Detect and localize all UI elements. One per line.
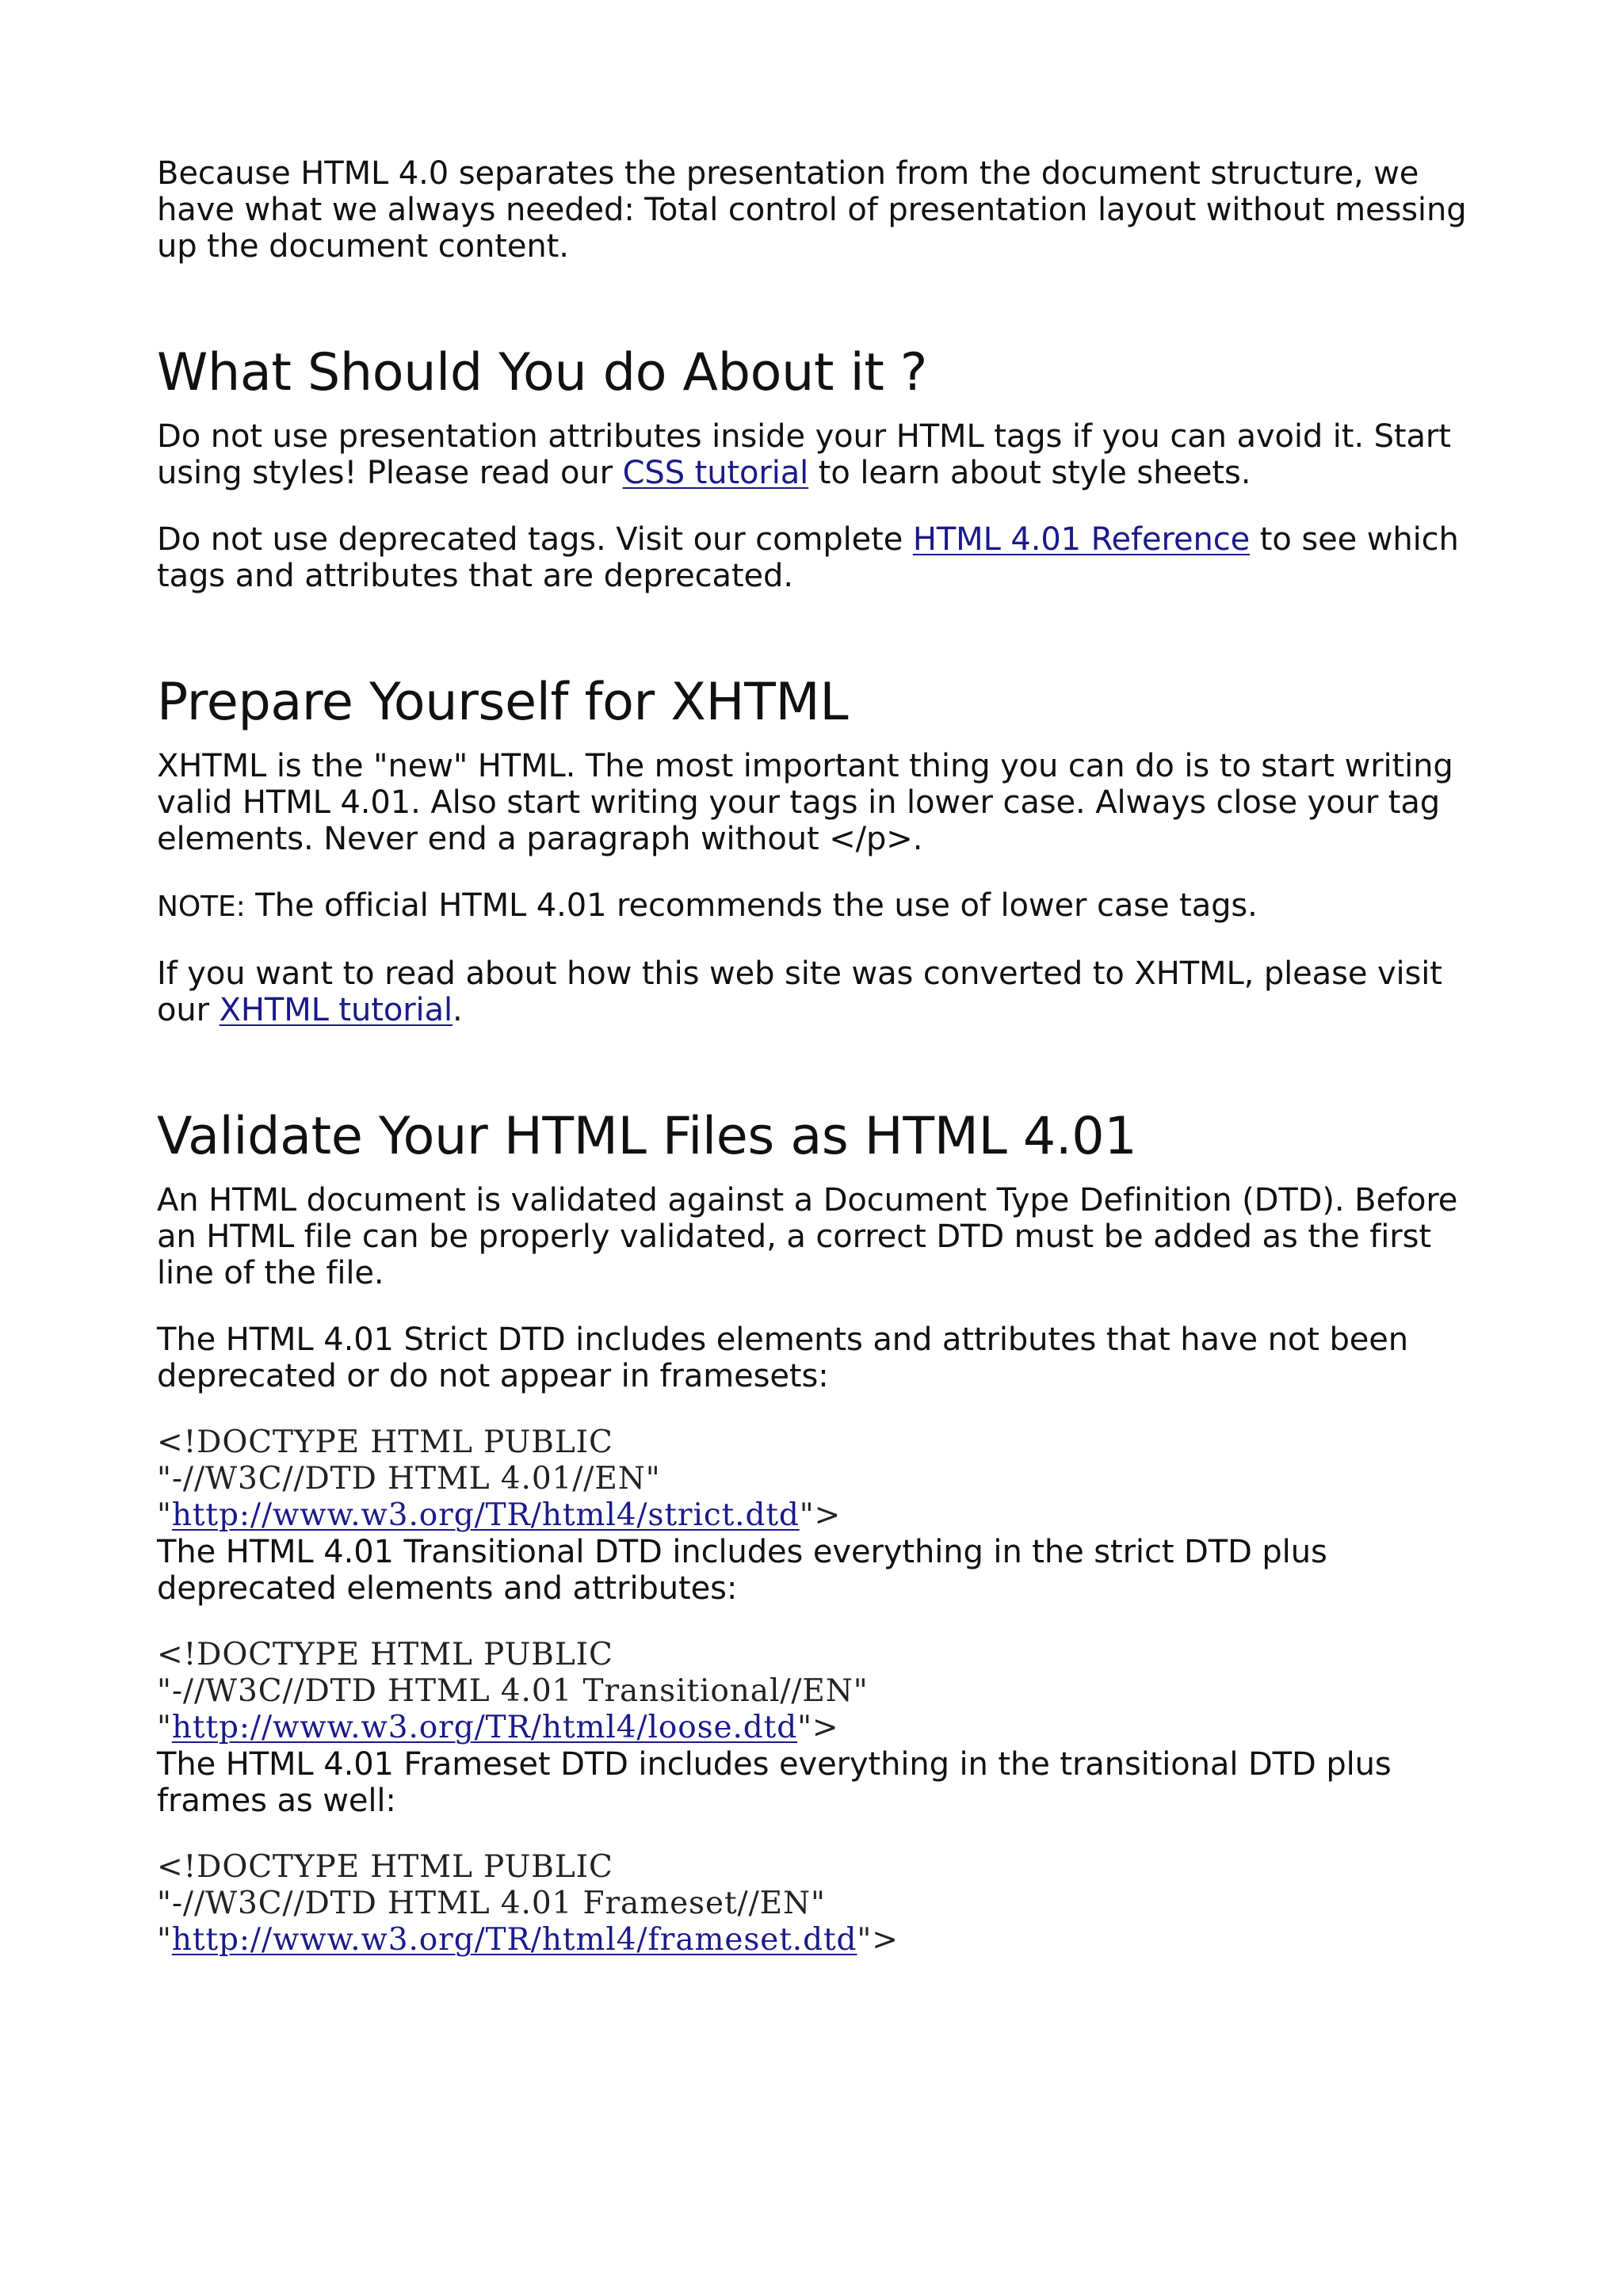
- strict-quote-close: ">: [799, 1497, 842, 1533]
- strict-quote-open: ": [157, 1497, 172, 1533]
- section2-paragraph-1: XHTML is the "new" HTML. The most important thing you can do is to start writing valid HTML 4.01. Also start writing your tags in lower case. Always close your tag elements. Never end a paragraph without </p>.: [157, 748, 1453, 857]
- section1-p1-after: to learn about style sheets.: [808, 455, 1251, 491]
- heading-validate-html: Validate Your HTML Files as HTML 4.01: [157, 1107, 1137, 1166]
- section2-paragraph-3: [157, 955, 1472, 1028]
- transitional-code-line-3: [157, 1710, 1472, 1746]
- frameset-quote-open: ": [157, 1922, 172, 1958]
- section2-p3-text: If you want to read about how this web site was converted to XHTML, please visit our: [157, 955, 1442, 1028]
- frameset-code-line-1: <!DOCTYPE HTML PUBLIC: [157, 1849, 613, 1885]
- strict-dtd-description: The HTML 4.01 Strict DTD includes elements and attributes that have not been deprecated or do not appear in framesets:: [157, 1322, 1409, 1394]
- loose-dtd-link[interactable]: http://www.w3.org/TR/html4/loose.dtd: [171, 1710, 798, 1745]
- transitional-doctype-code: [157, 1637, 1472, 1746]
- transitional-dtd-description: The HTML 4.01 Transitional DTD includes everything in the strict DTD plus deprecated elements and attributes:: [157, 1534, 1327, 1607]
- heading-what-should-you-do: What Should You do About it ?: [157, 343, 928, 402]
- transitional-code-line-1: <!DOCTYPE HTML PUBLIC: [157, 1637, 613, 1672]
- note-paragraph: [157, 887, 1472, 925]
- note-label: NOTE:: [157, 891, 246, 923]
- frameset-code-line-2: "-//W3C//DTD HTML 4.01 Frameset//EN": [157, 1886, 826, 1921]
- frameset-dtd-link[interactable]: http://www.w3.org/TR/html4/frameset.dtd: [171, 1922, 857, 1958]
- note-text: The official HTML 4.01 recommends the use of lower case tags.: [245, 887, 1258, 924]
- section1-paragraph-1: [157, 418, 1472, 491]
- strict-doctype-code: [157, 1425, 1472, 1534]
- strict-dtd-link[interactable]: http://www.w3.org/TR/html4/strict.dtd: [171, 1497, 800, 1533]
- section1-p1-text: Do not use presentation attributes inside your HTML tags if you can avoid it. Start using styles! Please read our: [157, 418, 1451, 491]
- transitional-quote-open: ": [157, 1710, 172, 1745]
- strict-code-line-3: [157, 1497, 1472, 1534]
- section1-paragraph-2: [157, 521, 1472, 594]
- section3-paragraph-1: An HTML document is validated against a Document Type Definition (DTD). Before an HTML file can be properly validated, a correct DTD must be added as the first line of the file.: [157, 1182, 1458, 1291]
- heading-prepare-for-xhtml: Prepare Yourself for XHTML: [157, 673, 849, 732]
- intro-paragraph: Because HTML 4.0 separates the presentation from the document structure, we have what we always needed: Total control of presentation layout without messing up the document content.: [157, 155, 1467, 265]
- strict-code-line-1: <!DOCTYPE HTML PUBLIC: [157, 1425, 613, 1460]
- frameset-quote-close: ">: [857, 1922, 899, 1958]
- frameset-code-line-3: [157, 1922, 1472, 1958]
- section2-p3-after: .: [453, 992, 463, 1028]
- css-tutorial-link[interactable]: CSS tutorial: [622, 455, 809, 491]
- strict-code-line-2: "-//W3C//DTD HTML 4.01//EN": [157, 1461, 661, 1497]
- transitional-quote-close: ">: [797, 1710, 839, 1745]
- section1-p2-after: to see which tags and attributes that are deprecated.: [157, 521, 1459, 594]
- frameset-dtd-description: The HTML 4.01 Frameset DTD includes everything in the transitional DTD plus frames as well:: [157, 1746, 1392, 1819]
- document-page: [157, 155, 1472, 1958]
- section1-p2-text: Do not use deprecated tags. Visit our complete: [157, 521, 913, 558]
- xhtml-tutorial-link[interactable]: XHTML tutorial: [219, 992, 453, 1028]
- html-reference-link[interactable]: HTML 4.01 Reference: [912, 521, 1251, 558]
- transitional-code-line-2: "-//W3C//DTD HTML 4.01 Transitional//EN": [157, 1673, 869, 1709]
- frameset-doctype-code: [157, 1849, 1472, 1958]
